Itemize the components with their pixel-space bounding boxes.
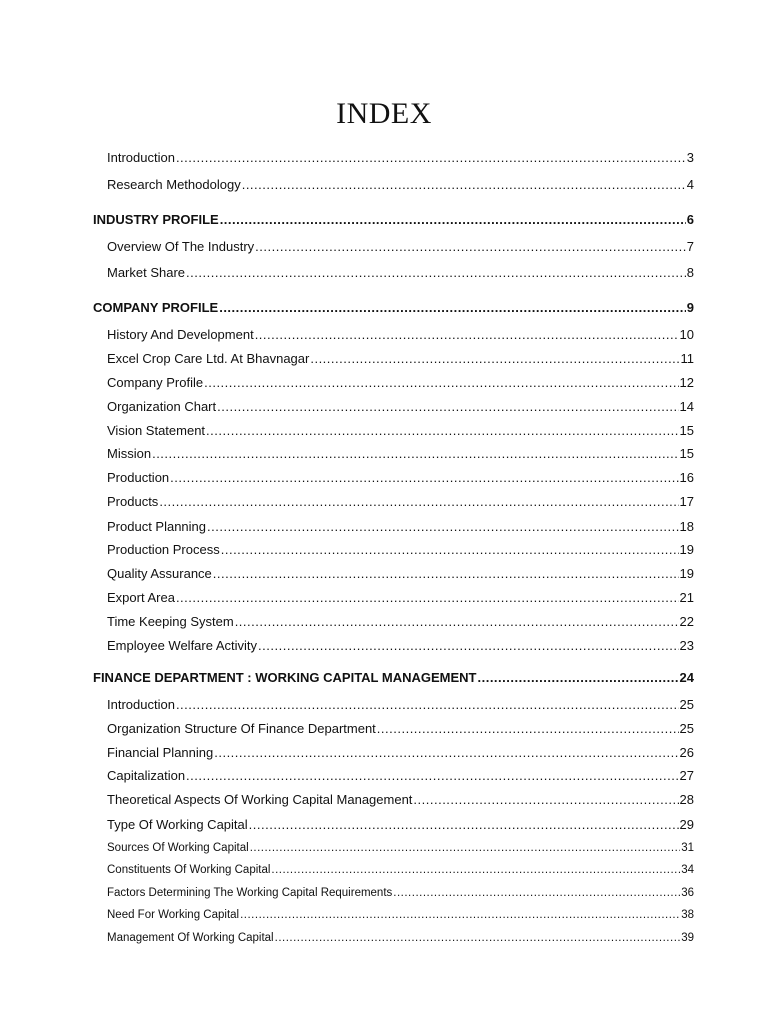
toc-entry-label: Vision Statement (107, 423, 206, 438)
toc-entry-label: Constituents Of Working Capital (107, 864, 271, 876)
toc-entry-page: 10 (679, 327, 694, 342)
dot-leader (207, 519, 679, 535)
toc-entry-label: Product Planning (107, 519, 207, 534)
toc-entry-page: 26 (679, 745, 694, 760)
toc-entry-label: COMPANY PROFILE (93, 300, 219, 315)
dot-leader (217, 399, 678, 415)
dot-leader (249, 817, 679, 833)
toc-entry-page: 8 (686, 265, 694, 280)
toc-entry-label: FINANCE DEPARTMENT : WORKING CAPITAL MANAGEMENT (93, 670, 477, 685)
dot-leader (235, 614, 679, 630)
dot-leader (204, 375, 678, 391)
dot-leader (310, 351, 679, 367)
dot-leader (240, 907, 680, 923)
dot-leader (393, 885, 680, 901)
toc-section-heading[interactable] (93, 670, 694, 686)
toc-entry-label: Production (107, 470, 170, 485)
toc-entry[interactable] (107, 930, 694, 946)
dot-leader (206, 423, 678, 439)
page-title: INDEX (336, 97, 432, 130)
toc-entry[interactable] (107, 470, 694, 486)
toc-entry-page: 34 (681, 864, 694, 876)
dot-leader (176, 697, 679, 713)
toc-entry-label: Capitalization (107, 768, 186, 783)
toc-entry[interactable] (107, 907, 694, 923)
toc-entry[interactable] (107, 614, 694, 630)
toc-entry[interactable] (107, 375, 694, 391)
toc-entry-page: 24 (679, 670, 694, 685)
toc-entry-label: Financial Planning (107, 745, 214, 760)
toc-entry[interactable] (107, 177, 694, 193)
toc-entry-page: 19 (679, 566, 694, 581)
dot-leader (258, 638, 678, 654)
dot-leader (255, 239, 686, 255)
toc-entry-page: 3 (686, 150, 694, 165)
dot-leader (186, 265, 686, 281)
toc-entry-label: Introduction (107, 150, 175, 165)
dot-leader (213, 566, 679, 582)
toc-entry-page: 15 (679, 423, 694, 438)
toc-entry-label: Employee Welfare Activity (107, 638, 258, 653)
toc-entry-label: Overview Of The Industry (107, 239, 255, 254)
toc-entry-label: Production Process (107, 542, 220, 557)
toc-entry-page: 17 (679, 494, 694, 509)
toc-entry-label: Company Profile (107, 375, 204, 390)
toc-entry-label: Market Share (107, 265, 186, 280)
toc-entry-label: Need For Working Capital (107, 909, 240, 921)
dot-leader (152, 446, 678, 462)
toc-entry[interactable] (107, 745, 694, 761)
toc-entry[interactable] (107, 351, 694, 367)
toc-entry-page: 9 (686, 300, 694, 315)
toc-entry-label: Sources Of Working Capital (107, 842, 249, 854)
toc-entry-page: 38 (681, 909, 694, 921)
toc-entry-label: Management Of Working Capital (107, 932, 274, 944)
toc-entry-page: 22 (679, 614, 694, 629)
toc-entry[interactable] (107, 768, 694, 784)
dot-leader (275, 930, 681, 946)
toc-entry[interactable] (107, 697, 694, 713)
toc-entry-label: INDUSTRY PROFILE (93, 212, 219, 227)
toc-entry-page: 14 (679, 399, 694, 414)
toc-entry[interactable] (107, 721, 694, 737)
toc-entry[interactable] (107, 423, 694, 439)
toc-entry-page: 29 (679, 817, 694, 832)
toc-entry-label: Organization Chart (107, 399, 217, 414)
dot-leader (377, 721, 679, 737)
toc-entry-label: Factors Determining The Working Capital Requirements (107, 887, 393, 899)
toc-entry[interactable] (107, 590, 694, 606)
toc-entry-label: Introduction (107, 697, 175, 712)
toc-entry-page: 6 (686, 212, 694, 227)
toc-entry[interactable] (107, 327, 694, 343)
toc-entry-page: 25 (679, 721, 694, 736)
toc-entry-label: History And Development (107, 327, 254, 342)
toc-entry[interactable] (107, 792, 694, 808)
toc-entry-page: 18 (679, 519, 694, 534)
dot-leader (477, 670, 678, 686)
toc-entry-label: Products (107, 494, 159, 509)
toc-entry-page: 11 (680, 351, 694, 366)
dot-leader (219, 300, 686, 316)
toc-entry[interactable] (107, 150, 694, 166)
toc-entry-page: 21 (679, 590, 694, 605)
toc-entry-page: 31 (681, 842, 694, 854)
toc-entry-label: Type Of Working Capital (107, 817, 248, 832)
toc-entry-page: 27 (679, 768, 694, 783)
dot-leader (242, 177, 686, 193)
toc-entry-label: Time Keeping System (107, 614, 234, 629)
toc-entry[interactable] (107, 862, 694, 878)
toc-entry[interactable] (107, 399, 694, 415)
dot-leader (176, 150, 686, 166)
toc-entry[interactable] (107, 239, 694, 255)
toc-entry-page: 4 (686, 177, 694, 192)
toc-entry-label: Theoretical Aspects Of Working Capital Management (107, 792, 413, 807)
toc-entry[interactable] (107, 885, 694, 901)
toc-entry-page: 23 (679, 638, 694, 653)
toc-entry-label: Organization Structure Of Finance Department (107, 721, 376, 736)
toc-entry[interactable] (107, 494, 694, 510)
dot-leader (159, 494, 678, 510)
toc-entry-page: 15 (679, 446, 694, 461)
toc-entry-page: 19 (679, 542, 694, 557)
dot-leader (271, 862, 680, 878)
toc-entry-page: 36 (681, 887, 694, 899)
toc-entry[interactable] (107, 446, 694, 462)
toc-entry[interactable] (107, 542, 694, 558)
toc-entry-label: Mission (107, 446, 152, 461)
toc-entry[interactable] (107, 519, 694, 535)
toc-entry-page: 39 (681, 932, 694, 944)
toc-section-heading[interactable] (93, 300, 694, 316)
dot-leader (221, 542, 679, 558)
toc-entry-page: 7 (686, 239, 694, 254)
dot-leader (413, 792, 678, 808)
toc-entry-page: 25 (679, 697, 694, 712)
toc-entry[interactable] (107, 638, 694, 654)
dot-leader (214, 745, 678, 761)
toc-entry[interactable] (107, 566, 694, 582)
dot-leader (220, 212, 686, 228)
toc-entry-label: Export Area (107, 590, 175, 605)
toc-section-heading[interactable] (93, 212, 694, 228)
toc-entry-page: 28 (679, 792, 694, 807)
toc-entry-label: Quality Assurance (107, 566, 212, 581)
toc-entry[interactable] (107, 817, 694, 833)
dot-leader (170, 470, 678, 486)
toc-entry-label: Research Methodology (107, 177, 241, 192)
toc-entry-page: 16 (679, 470, 694, 485)
dot-leader (250, 840, 681, 856)
toc-entry-page: 12 (679, 375, 694, 390)
toc-entry[interactable] (107, 840, 694, 856)
toc-entry-label: Excel Crop Care Ltd. At Bhavnagar (107, 351, 310, 366)
dot-leader (255, 327, 679, 343)
toc-entry[interactable] (107, 265, 694, 281)
dot-leader (186, 768, 678, 784)
dot-leader (176, 590, 679, 606)
